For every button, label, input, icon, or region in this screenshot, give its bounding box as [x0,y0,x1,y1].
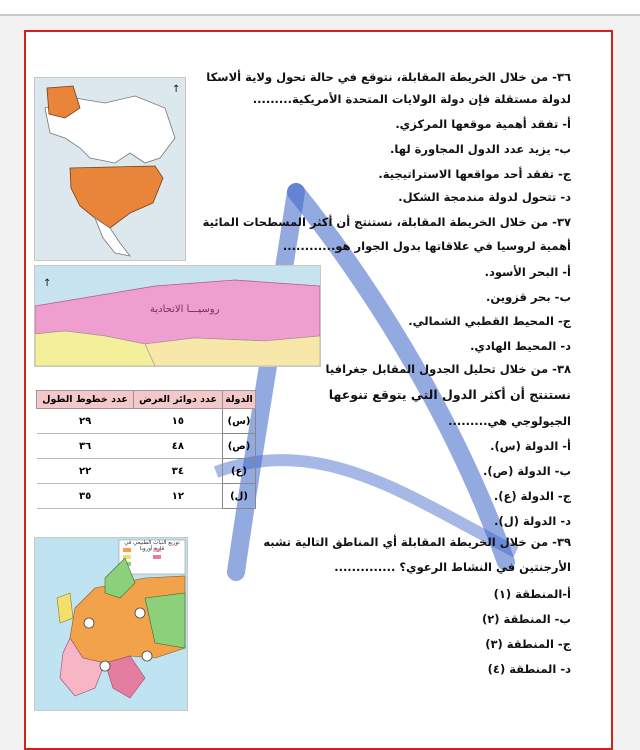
russia-map [34,265,321,367]
data-table [36,390,256,509]
q37-option-d[interactable]: د- المحيط الهادي. [470,339,571,353]
table-cell: (ص) [223,434,256,459]
table-cell: (س) [223,409,256,434]
table-cell: ٢٩ [37,409,134,434]
q36-option-c[interactable]: ج- تفقد أحد مواقعها الاستراتيجية. [378,167,571,181]
q39-option-b[interactable]: ب- المنطقة (٢) [481,612,571,626]
q38-option-b[interactable]: ب- الدولة (ص). [482,464,571,478]
q36-stem-line1: ٣٦- من خلال الخريطة المقابلة، نتوقع في حالة تحول ولاية ألاسكا [206,70,571,84]
q37-option-b[interactable]: ب- بحر قزوين. [486,290,571,304]
russia-map-label: روسيـــا الاتحادية [150,304,220,315]
europe-map-legend-title: توزيع النبات الطبيعي في قارة أوروبا [124,540,180,552]
q38-stem-line2: نستنتج أن أكثر الدول التي يتوقع تنوعها [328,387,571,402]
q36-stem-line2: لدولة مستقلة فإن دولة الولايات المتحدة الأمريكية......... [252,92,571,106]
q38-option-c[interactable]: ج- الدولة (ع). [493,489,571,503]
q37-stem-line1: ٣٧- من خلال الخريطة المقابلة، نستنتج أن أكثر المسطحات المائية [202,215,571,229]
table-header-latitudes: عدد دوائر العرض [134,391,223,409]
q36-option-d[interactable]: د- تتحول لدولة مندمجة الشكل. [398,190,571,204]
q39-option-a[interactable]: أ-المنطقة (١) [493,587,571,601]
table-header-country: الدولة [223,391,256,409]
table-cell: ٢٢ [37,459,134,484]
q39-option-c[interactable]: ج- المنطقة (٣) [485,637,571,651]
table-row [37,484,256,509]
europe-vegetation-map [34,537,188,711]
table-header-row [37,391,256,409]
table-cell: (ع) [223,459,256,484]
q38-option-a[interactable]: أ- الدولة (س). [490,439,571,453]
table-row [37,409,256,434]
table-cell: ٣٦ [37,434,134,459]
q37-option-a[interactable]: أ- البحر الأسود. [484,265,571,279]
table-header-longitudes: عدد خطوط الطول [37,391,134,409]
watermark-logo [176,172,536,592]
table-row [37,459,256,484]
table-cell: (ل) [223,484,256,509]
q38-option-d[interactable]: د- الدولة (ل). [494,514,571,528]
table-cell: ٣٤ [134,459,223,484]
table-cell: ٣٥ [37,484,134,509]
q38-stem-line1: ٣٨- من خلال تحليل الجدول المقابل جغرافيا [325,362,571,376]
north-america-map [34,77,186,261]
worksheet-page [24,30,613,750]
q39-stem-line2: الأرجنتين في النشاط الرعوي؟ .............. [334,560,571,574]
q36-option-b[interactable]: ب- يزيد عدد الدول المجاورة لها. [390,142,571,156]
q37-stem-line2: أهمية لروسيا في علاقاتها بدول الجوار هو............ [282,239,571,253]
svg-text:↑: ↑ [43,278,52,289]
q38-stem-line3: الجيولوجي هي......... [448,414,571,428]
q37-option-c[interactable]: ج- المحيط القطبي الشمالي. [408,314,571,328]
table-cell: ٤٨ [134,434,223,459]
table-cell: ١٥ [134,409,223,434]
q39-stem-line1: ٣٩- من خلال الخريطة المقابلة أي المناطق التالية تشبه [263,535,571,549]
q36-option-a[interactable]: أ- تفقد أهمية موقعها المركزي. [395,117,571,131]
svg-text:↑: ↑ [172,84,181,95]
top-toolbar-strip [0,0,640,16]
q39-option-d[interactable]: د- المنطقة (٤) [487,662,571,676]
table-row [37,434,256,459]
table-cell: ١٢ [134,484,223,509]
